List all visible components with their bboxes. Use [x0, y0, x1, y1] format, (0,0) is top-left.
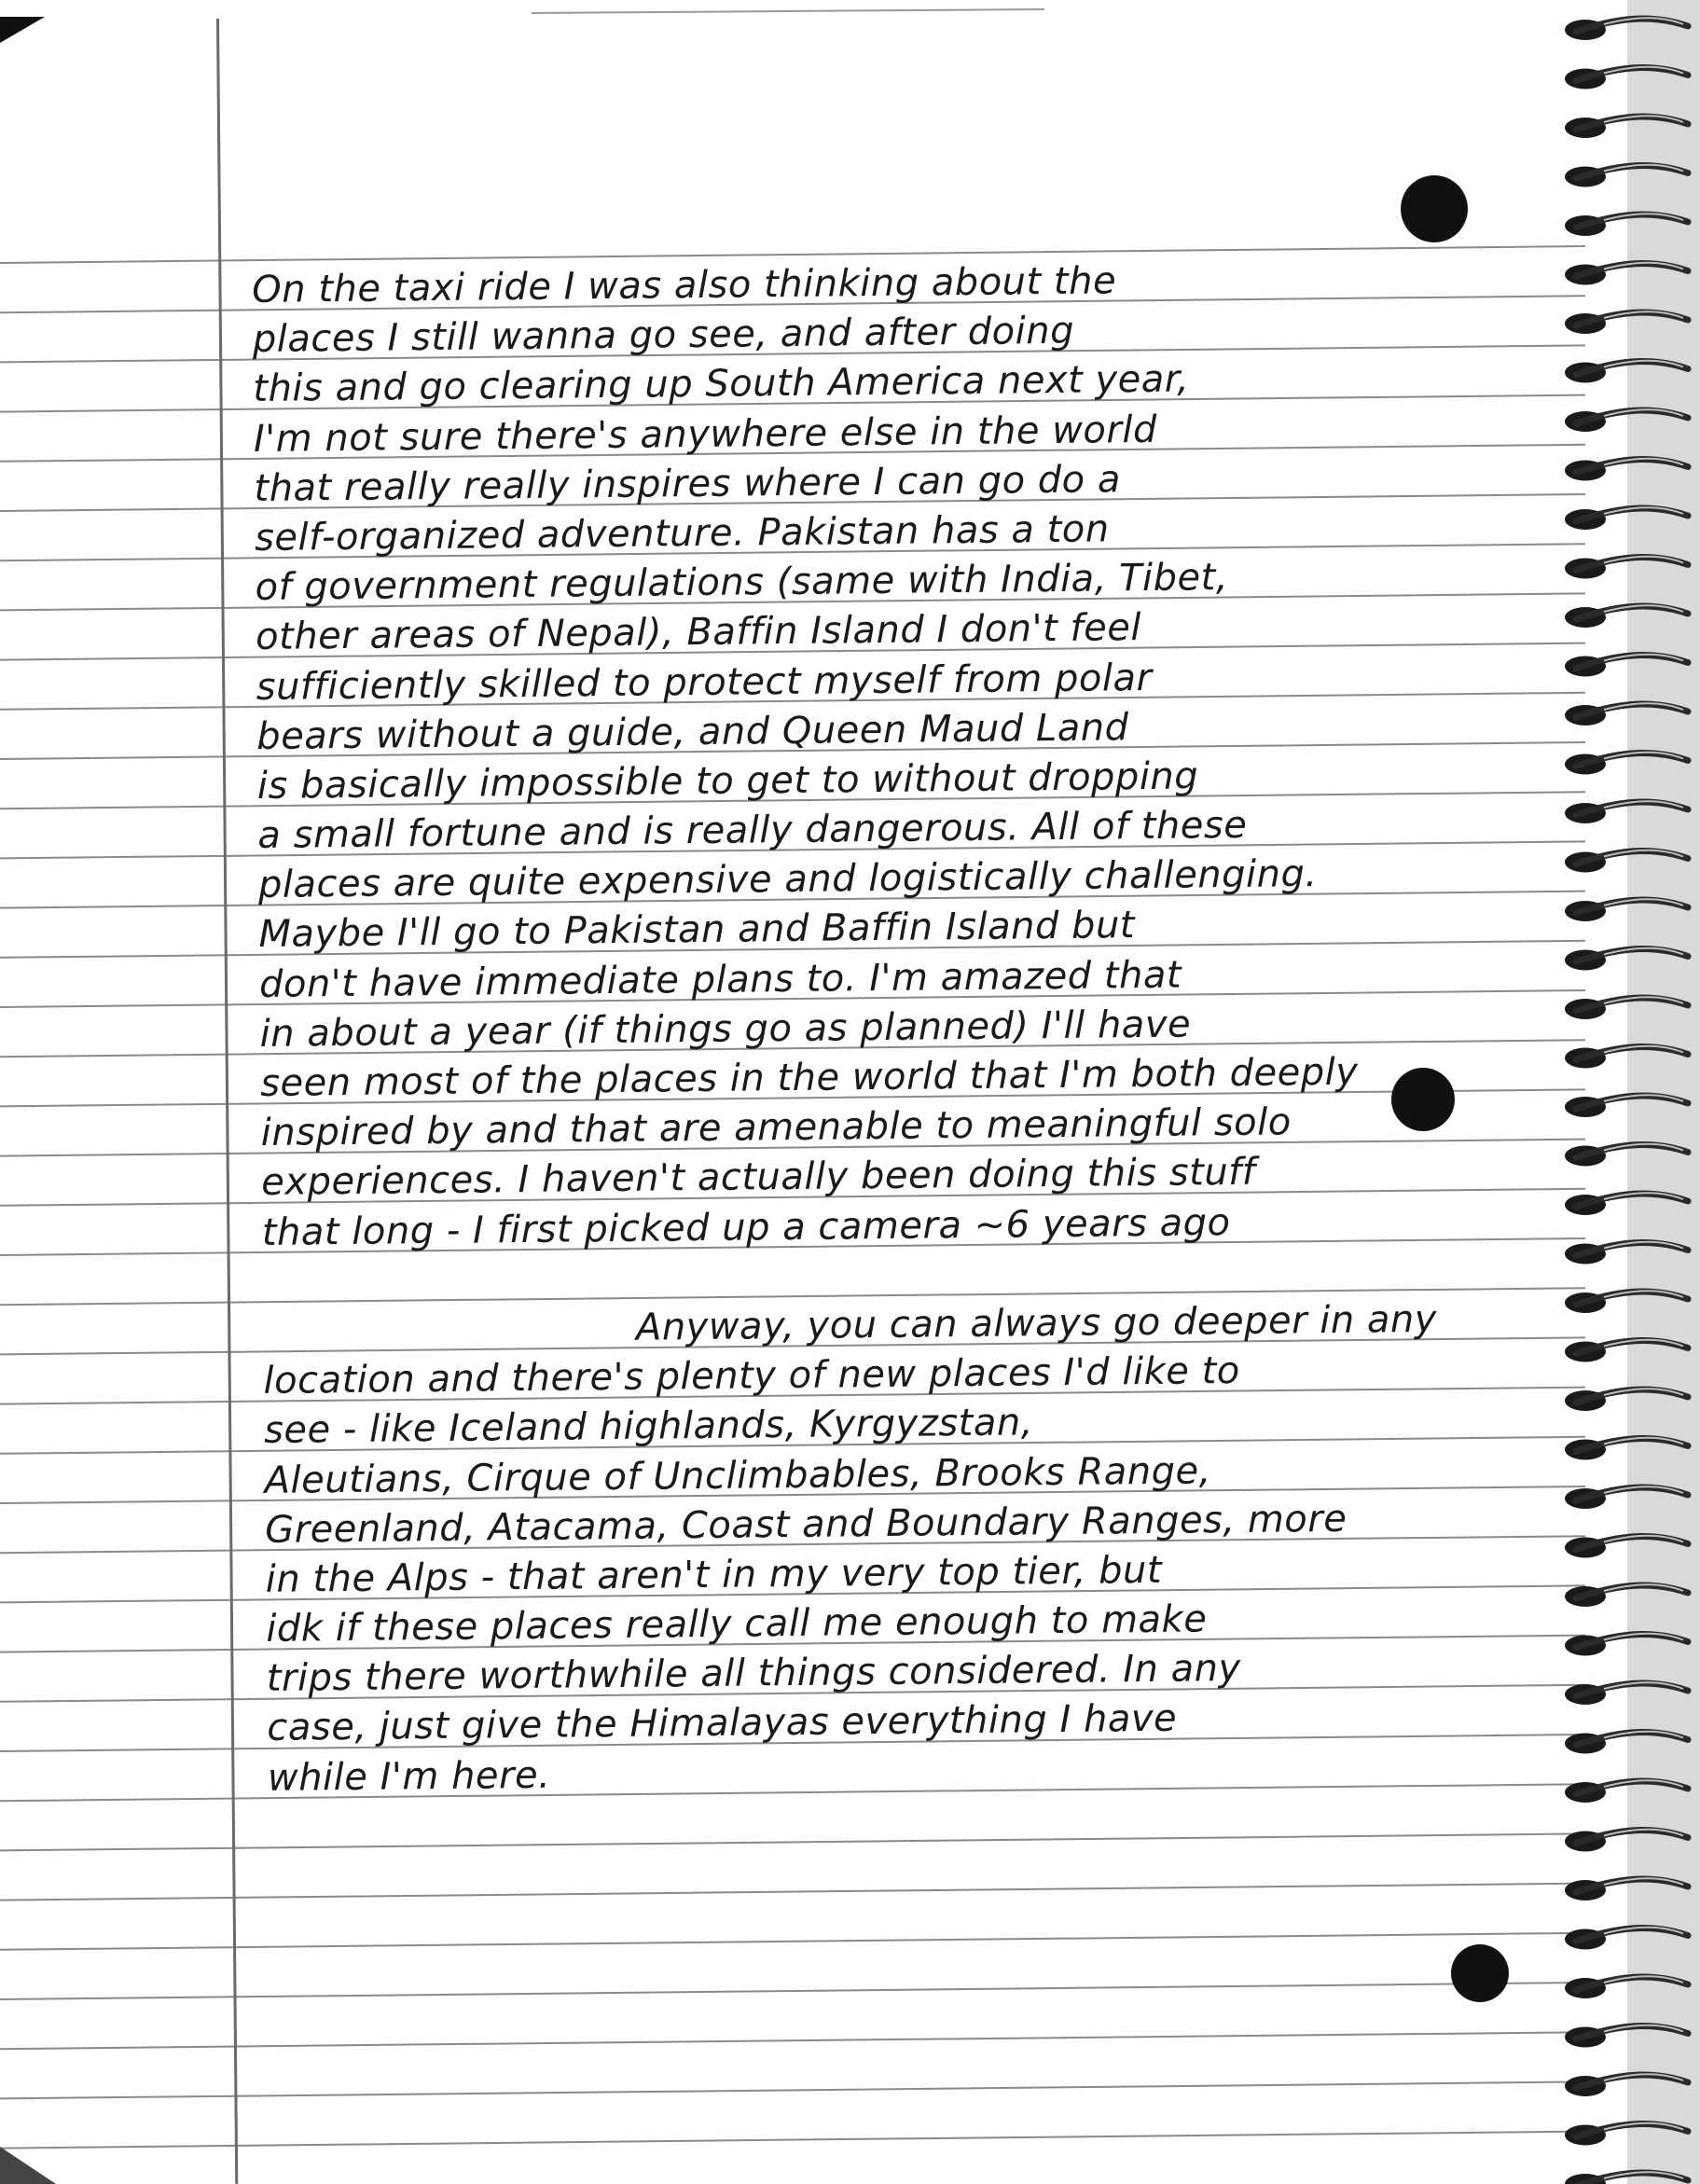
- page-corner-shadow: [0, 2147, 56, 2184]
- text-line: don't have immediate plans to. I'm amazed that: [258, 953, 1182, 1006]
- text-line: places are quite expensive and logistically challenging.: [257, 852, 1318, 907]
- text-line: other areas of Nepal), Baffin Island I don't feel: [255, 606, 1142, 659]
- binder-hole-bottom: [1451, 1944, 1509, 2002]
- text-line: trips there worthwhile all things considered. In any: [266, 1647, 1241, 1701]
- text-line: see - like Iceland highlands, Kyrgyzstan,: [263, 1401, 1034, 1453]
- text-line: experiences. I haven't actually been doing this stuff: [261, 1151, 1256, 1205]
- text-line: inspired by and that are amenable to meaningful solo: [260, 1100, 1292, 1155]
- ruled-line: [0, 1833, 1585, 1850]
- ruled-line: [0, 1983, 1585, 1999]
- text-line: location and there's plenty of new places I'd like to: [263, 1349, 1240, 1403]
- ruled-line: [0, 1933, 1585, 1950]
- binder-hole-top: [1401, 175, 1468, 242]
- ruled-line: [0, 1884, 1585, 1901]
- text-line: in the Alps - that aren't in my very top tier, but: [265, 1548, 1163, 1601]
- text-line: Anyway, you can always go deeper in any: [635, 1297, 1438, 1349]
- text-line: of government regulations (same with India, Tibet,: [255, 556, 1229, 610]
- text-line: a small fortune and is really dangerous. All of these: [257, 803, 1248, 858]
- page-corner-mark: [0, 17, 45, 43]
- spiral-shadow: [1627, 0, 1700, 2184]
- text-line: On the taxi ride I was also thinking about the: [252, 259, 1117, 311]
- text-line: that long - I first picked up a camera ~6 years ago: [261, 1200, 1231, 1254]
- text-line: while I'm here.: [267, 1753, 551, 1800]
- text-line: self-organized adventure. Pakistan has a ton: [254, 507, 1110, 560]
- text-line: that really really inspires where I can go do a: [254, 458, 1122, 510]
- text-line: places I still wanna go see, and after doing: [252, 309, 1075, 362]
- ruled-line: [0, 2032, 1585, 2049]
- text-line: is basically impossible to get to without dropping: [256, 754, 1199, 808]
- text-line: case, just give the Himalayas everything I have: [267, 1697, 1178, 1750]
- paragraph-1: [252, 252, 1586, 1258]
- text-line: sufficiently skilled to protect myself from polar: [256, 656, 1153, 709]
- ruled-line: [0, 2132, 1585, 2149]
- ruled-line: [0, 2081, 1585, 2098]
- text-line: I'm not sure there's anywhere else in the world: [253, 408, 1158, 461]
- text-line: Greenland, Atacama, Coast and Boundary Ranges, more: [264, 1497, 1348, 1552]
- text-line: Maybe I'll go to Pakistan and Baffin Island but: [258, 904, 1136, 957]
- text-line: in about a year (if things go as planned) I'll have: [259, 1002, 1192, 1056]
- text-line: seen most of the places in the world that I'm both deeply: [259, 1050, 1359, 1105]
- paragraph-2: [263, 1293, 1592, 1804]
- text-line: this and go clearing up South America next year,: [253, 357, 1190, 411]
- text-line: idk if these places really call me enough to make: [266, 1597, 1208, 1651]
- text-line: Aleutians, Cirque of Unclimbables, Brooks Range,: [264, 1448, 1212, 1502]
- top-edge-line: [532, 9, 1044, 13]
- text-line: bears without a guide, and Queen Maud Land: [256, 705, 1129, 758]
- handwritten-journal-entry: [252, 252, 1592, 1804]
